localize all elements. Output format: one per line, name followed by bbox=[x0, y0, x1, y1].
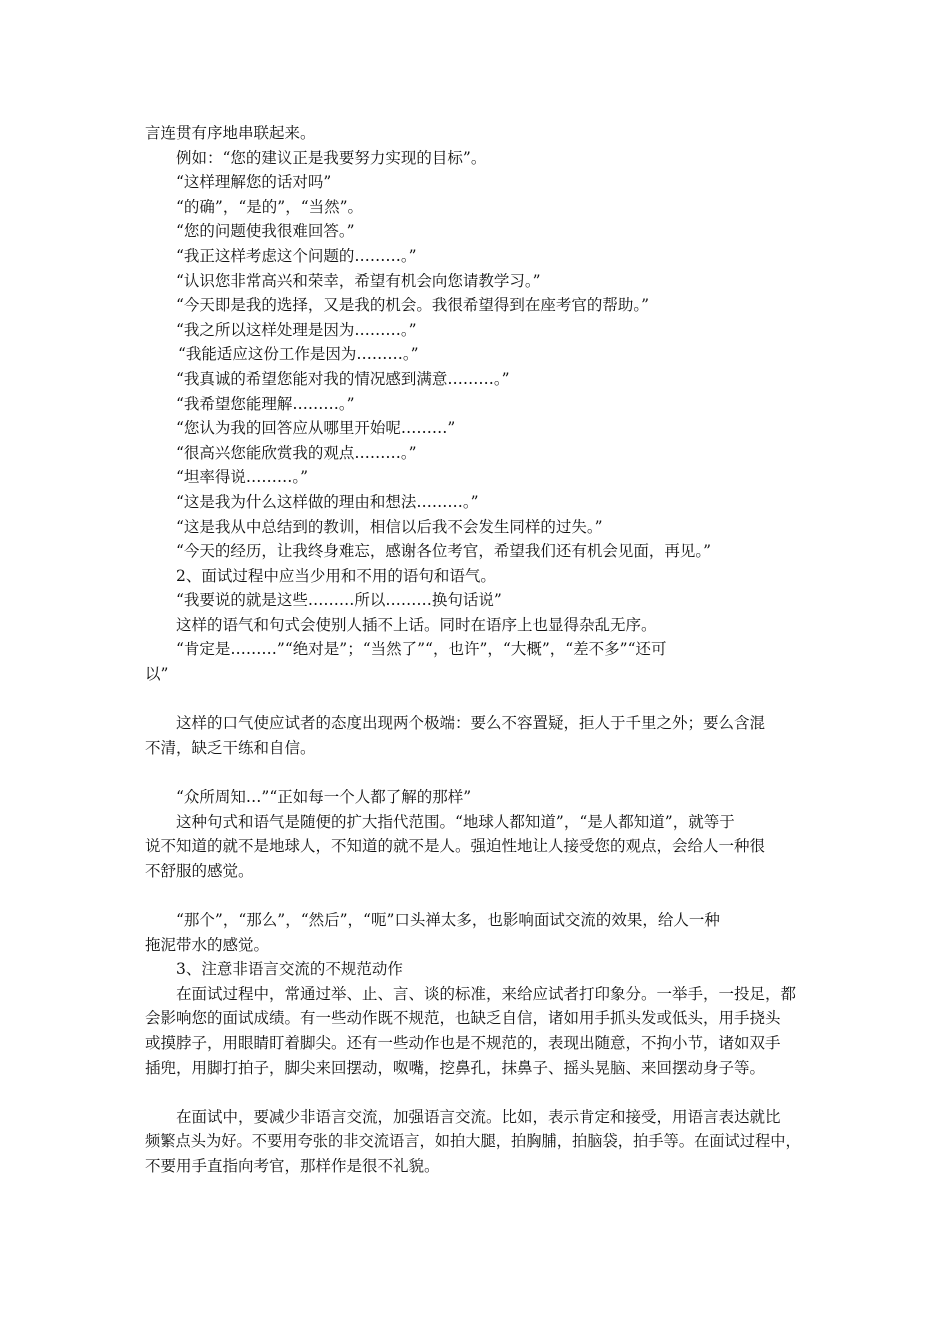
text-line: 说不知道的就不是地球人，不知道的就不是人。强迫性地让人接受您的观点，会给人一种很 bbox=[145, 837, 766, 856]
text-line: 插兜，用脚打拍子，脚尖来回摆动，呶嘴，挖鼻孔，抹鼻子、摇头晃脑、来回摆动身子等。 bbox=[145, 1058, 766, 1077]
blank-line bbox=[145, 687, 810, 712]
blank-line bbox=[145, 1080, 810, 1105]
text-line: “认识您非常高兴和荣幸，希望有机会向您请教学习。” bbox=[176, 271, 541, 290]
text-line: 在面试中，要减少非语言交流，加强语言交流。比如，表示肯定和接受，用语言表达就比 bbox=[176, 1107, 781, 1126]
blank-line bbox=[145, 883, 810, 908]
text-line: 以” bbox=[145, 665, 169, 684]
text-line: “我要说的就是这些………所以………换句话说” bbox=[176, 591, 502, 610]
text-line: 这种句式和语气是随便的扩大指代范围。“地球人都知道”，“是人都知道”，就等于 bbox=[176, 812, 735, 831]
text-line: “我真诚的希望您能对我的情况感到满意………。” bbox=[176, 369, 510, 388]
text-line: “您认为我的回答应从哪里开始呢………” bbox=[176, 419, 456, 438]
text-line: “这是我为什么这样做的理由和想法………。” bbox=[176, 492, 479, 511]
text-line: 频繁点头为好。不要用夸张的非交流语言，如拍大腿，拍胸脯，拍脑袋，拍手等。在面试过程中， bbox=[145, 1132, 801, 1151]
text-line: “众所周知…”“正如每一个人都了解的那样” bbox=[176, 788, 472, 807]
text-line: 或摸脖子，用眼睛盯着脚尖。还有一些动作也是不规范的，表现出随意，不拘小节，诸如双手 bbox=[145, 1033, 781, 1052]
text-line: 不要用手直指向考官，那样作是很不礼貌。 bbox=[145, 1156, 440, 1175]
text-line: “我之所以这样处理是因为………。” bbox=[176, 320, 417, 339]
document-body bbox=[145, 121, 810, 1179]
text-line: 这样的口气使应试者的态度出现两个极端：要么不容置疑，拒人于千里之外；要么含混 bbox=[176, 714, 766, 733]
text-line: “的确”，“是的”，“当然”。 bbox=[176, 197, 364, 216]
text-line: “我希望您能理解………。” bbox=[176, 394, 355, 413]
text-line: 这样的语气和句式会使别人插不上话。同时在语序上也显得杂乱无序。 bbox=[176, 615, 657, 634]
text-line: “那个”，“那么”，“然后”，“呃”口头禅太多，也影响面试交流的效果，给人一种 bbox=[176, 911, 720, 929]
text-line: 拖泥带水的感觉。 bbox=[145, 935, 270, 954]
text-line: “肯定是………”“绝对是”；“当然了”“，也许”，“大概”，“差不多”“还可 bbox=[176, 640, 667, 659]
text-line: “今天的经历，让我终身难忘，感谢各位考官，希望我们还有机会见面，再见。” bbox=[176, 542, 712, 561]
text-line: “很高兴您能欣赏我的观点………。” bbox=[176, 443, 417, 462]
text-line: 会影响您的面试成绩。有一些动作既不规范，也缺乏自信，诸如用手抓头发或低头，用手挠头 bbox=[145, 1009, 781, 1028]
text-line: “坦率得说………。” bbox=[176, 468, 309, 487]
text-line: “我能适应这份工作是因为………。” bbox=[178, 345, 419, 364]
section-heading: 2、面试过程中应当少用和不用的语句和语气。 bbox=[176, 566, 496, 585]
blank-line bbox=[145, 760, 810, 785]
text-line: 不舒服的感觉。 bbox=[145, 861, 254, 880]
text-line: “您的问题使我很难回答。” bbox=[176, 222, 355, 241]
text-line: 例如：“您的建议正是我要努力实现的目标”。 bbox=[176, 148, 487, 167]
text-line: “今天即是我的选择，又是我的机会。我很希望得到在座考官的帮助。” bbox=[176, 296, 650, 315]
section-heading: 3、注意非语言交流的不规范动作 bbox=[176, 960, 403, 979]
text-line: “这样理解您的话对吗” bbox=[176, 173, 332, 192]
text-line: “我正这样考虑这个问题的………。” bbox=[176, 246, 417, 265]
text-line: 在面试过程中，常通过举、止、言、谈的标准，来给应试者打印象分。一举手，一投足，都 bbox=[176, 984, 797, 1003]
text-line: “这是我从中总结到的教训，相信以后我不会发生同样的过失。” bbox=[176, 517, 603, 536]
text-line: 不清，缺乏干练和自信。 bbox=[145, 738, 316, 757]
text-line: 言连贯有序地串联起来。 bbox=[145, 124, 316, 142]
